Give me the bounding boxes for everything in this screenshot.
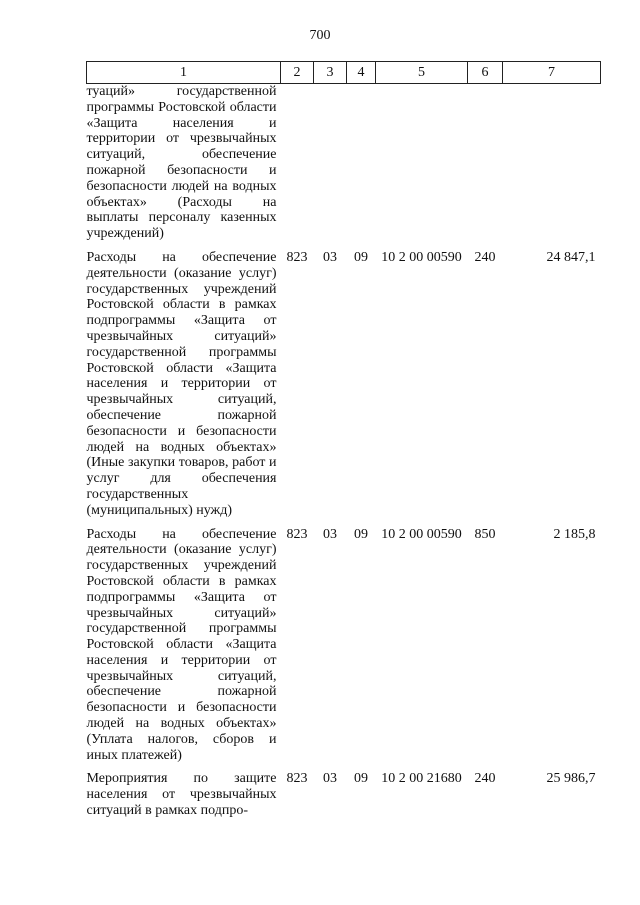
cell-section: 03 [323,526,337,542]
table-row [87,250,601,527]
row-description: Мероприятия по защите населения от чрезвычайных ситуаций в рамках подпро- [86,771,277,819]
cell-ministry [281,84,314,250]
table-row [87,84,601,250]
header-col-3: 3 [314,62,347,84]
cell-amount: 25 986,7 [546,771,596,787]
cell-subsection: 09 [354,771,368,787]
row-description: Расходы на обеспечение деятельности (оказание услуг) государственных учреждений Ростовской области в рамках подпрограммы «Защита от чрезвычайных ситуаций» государственной программы Ростовской области «Защита населения и территории от чрезвычайных ситуаций, обеспечение пожарной безопасности и безопасности людей на водных объектах» (Уплата налогов, сборов и иных платежей) [86,526,277,763]
table-row [87,527,601,772]
cell-section: 03 [323,249,337,265]
row-description: Расходы на обеспечение деятельности (оказание услуг) государственных учреждений Ростовской области в рамках подпрограммы «Защита от чрезвычайных ситуаций» государственной программы Ростовской области «Защита населения и территории от чрезвычайных ситуаций, обеспечение пожарной безопасности и безопасности людей на водных объектах» (Иные закупки товаров, работ и услуг для обеспечения государственных (муниципальных) нужд) [86,249,277,518]
cell-expense-type: 850 [474,526,496,542]
cell-section [314,84,347,250]
cell-target-article: 10 2 00 00590 [381,249,462,265]
cell-subsection: 09 [354,526,368,542]
row-description: туаций» государственной программы Ростовской области «Защита населения и территории от чрезвычайных ситуаций, обеспечение пожарной безопасности и безопасности людей на водных объектах» (Расходы на выплаты персоналу казенных учреждений) [86,84,277,242]
cell-ministry: 823 [286,771,308,787]
cell-target-article [376,84,468,250]
page-number: 700 [309,28,331,43]
cell-ministry: 823 [286,526,308,542]
header-col-6: 6 [468,62,503,84]
cell-ministry: 823 [286,249,308,265]
header-col-7: 7 [503,62,601,84]
cell-expense-type: 240 [474,771,496,787]
header-col-4: 4 [347,62,376,84]
header-col-5: 5 [376,62,468,84]
cell-target-article: 10 2 00 21680 [381,771,462,787]
cell-section: 03 [323,771,337,787]
cell-subsection: 09 [354,249,368,265]
table-row [87,771,601,818]
cell-amount: 24 847,1 [546,249,596,265]
cell-target-article: 10 2 00 00590 [381,526,462,542]
cell-amount [503,84,601,250]
cell-amount: 2 185,8 [553,526,596,542]
header-col-2: 2 [281,62,314,84]
cell-expense-type: 240 [474,249,496,265]
cell-subsection [347,84,376,250]
header-col-1: 1 [87,62,281,84]
cell-expense-type [468,84,503,250]
budget-table [86,61,601,819]
header-row [87,62,601,84]
